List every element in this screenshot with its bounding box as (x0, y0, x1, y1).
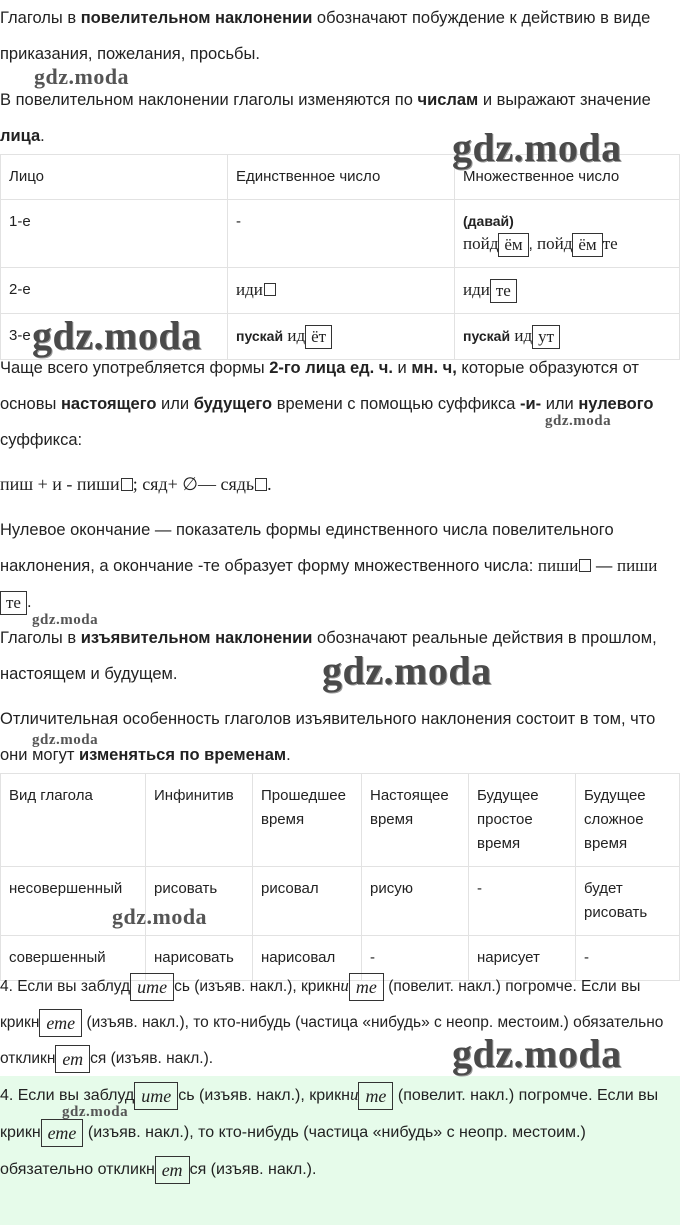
ending-box: ём (572, 233, 602, 257)
intro-paragraph-2: В повелительном наклонении глаголы изменяются по числам и выражают значение лица. (0, 91, 651, 145)
ending-box: ёт (305, 325, 332, 349)
table-header-cell: Единственное число (228, 155, 455, 200)
table-cell: пускай ид ёт (228, 314, 455, 360)
paragraph-suffix-rule: Чаще всего употребляется формы 2-го лица ед. ч. и мн. ч, которые образуются от основы настоящего или будущего времени с помощью суффикса -и- или нулевого суффикса: (0, 359, 654, 449)
table-cell: - (362, 936, 469, 981)
word-formula: пиш + и - пиши ; сяд+ ∅— сядь . (0, 474, 272, 494)
table-cell: нарисовал (253, 936, 362, 981)
table-header-cell: Множественное число (455, 155, 680, 200)
intro-paragraph-1: Глаголы в повелительном наклонении обозначают побуждение к действию в виде приказания, пожелания, просьбы. (0, 9, 651, 63)
table-cell: 1-е (1, 200, 228, 268)
imperative-table (0, 154, 680, 360)
table-cell: иди (228, 268, 455, 314)
ending-box: те (490, 279, 517, 303)
ending-box: ете (41, 1119, 84, 1147)
table-header-cell: Будущее простое время (469, 774, 576, 867)
watermark: gdz.moda (112, 904, 208, 929)
table-cell: рисовал (253, 867, 362, 936)
ending-box: те (358, 1082, 393, 1110)
table-cell: - (469, 867, 576, 936)
null-ending-box (264, 283, 276, 296)
paragraph-tenses: Отличительная особенность глаголов изъявительного наклонения состоит в том, что они могут изменяться по временам. (0, 710, 656, 764)
watermark: gdz.moda (545, 413, 612, 429)
table-row (1, 200, 680, 268)
table-cell: иди те (455, 268, 680, 314)
paragraph-null-ending: Нулевое окончание — показатель формы единственного числа повелительного наклонения, а окончание -те образует форму множественного числа: пиши — пишите . (0, 512, 678, 620)
ending-box: ём (498, 233, 528, 257)
paragraph-indicative: Глаголы в изъявительном наклонении обозначают реальные действия в прошлом, настоящем и будущем. (0, 629, 657, 683)
tenses-table (0, 773, 680, 981)
table-header-cell: Будущее сложное время (576, 774, 680, 867)
ending-box: ите (130, 973, 174, 1001)
ending-box: ете (39, 1009, 82, 1037)
table-cell: нарисовать (146, 936, 253, 981)
table-cell: будет рисовать (576, 867, 680, 936)
null-ending-box (579, 559, 591, 572)
table-row (1, 867, 680, 936)
watermark: gdz.moda (32, 313, 202, 358)
answer-paragraph-highlighted: 4. Если вы заблуд ите сь (изъяв. накл.), крикни те (повелит. накл.) погромче. Если вы крикн ете (изъяв. накл.), то кто-нибудь (частица «нибудь» с неопр. местоим.) обязательно откликн ет ся (изъяв. накл.). (0, 1076, 678, 1188)
table-header-row (1, 774, 680, 867)
table-cell: (давай) пойд ём , пойд ём те (455, 200, 680, 268)
table-header-row (1, 155, 680, 200)
ending-box: те (349, 973, 384, 1001)
table-header-cell: Прошедшее время (253, 774, 362, 867)
table-cell: 3-е (1, 314, 228, 360)
ending-box: ите (134, 1082, 178, 1110)
table-cell: несовершенный (1, 867, 146, 936)
table-row (1, 268, 680, 314)
watermark: gdz.moda (34, 64, 130, 89)
watermark: gdz.moda (452, 125, 622, 170)
table-cell: пускай ид ут (455, 314, 680, 360)
null-ending-box (121, 478, 133, 491)
null-ending-box (255, 478, 267, 491)
table-header-cell: Вид глагола (1, 774, 146, 867)
table-cell: - (576, 936, 680, 981)
watermark: gdz.moda (62, 1104, 129, 1120)
ending-box: ут (532, 325, 560, 349)
table-header-cell: Настоящее время (362, 774, 469, 867)
suffix-arc: те (602, 234, 618, 253)
watermark: gdz.moda (452, 1031, 622, 1076)
table-cell: - (228, 200, 455, 268)
table-cell: 2-е (1, 268, 228, 314)
ending-box: те (0, 591, 27, 615)
table-cell: рисовать (146, 867, 253, 936)
watermark: gdz.moda (32, 612, 99, 628)
table-header-cell: Лицо (1, 155, 228, 200)
table-cell: нарисует (469, 936, 576, 981)
ending-box: ет (155, 1156, 190, 1184)
table-cell: совершенный (1, 936, 146, 981)
table-cell: рисую (362, 867, 469, 936)
watermark: gdz.moda (32, 732, 99, 748)
table-header-cell: Инфинитив (146, 774, 253, 867)
ending-box: ет (55, 1045, 90, 1073)
answer-paragraph: 4. Если вы заблуд ите сь (изъяв. накл.), крикни те (повелит. накл.) погромче. Если вы крикн ете (изъяв. накл.), то кто-нибудь (частица «нибудь» с неопр. местоим.) обязательно откликн ет ся (изъяв. накл.). (0, 968, 678, 1077)
watermark: gdz.moda (322, 648, 492, 693)
